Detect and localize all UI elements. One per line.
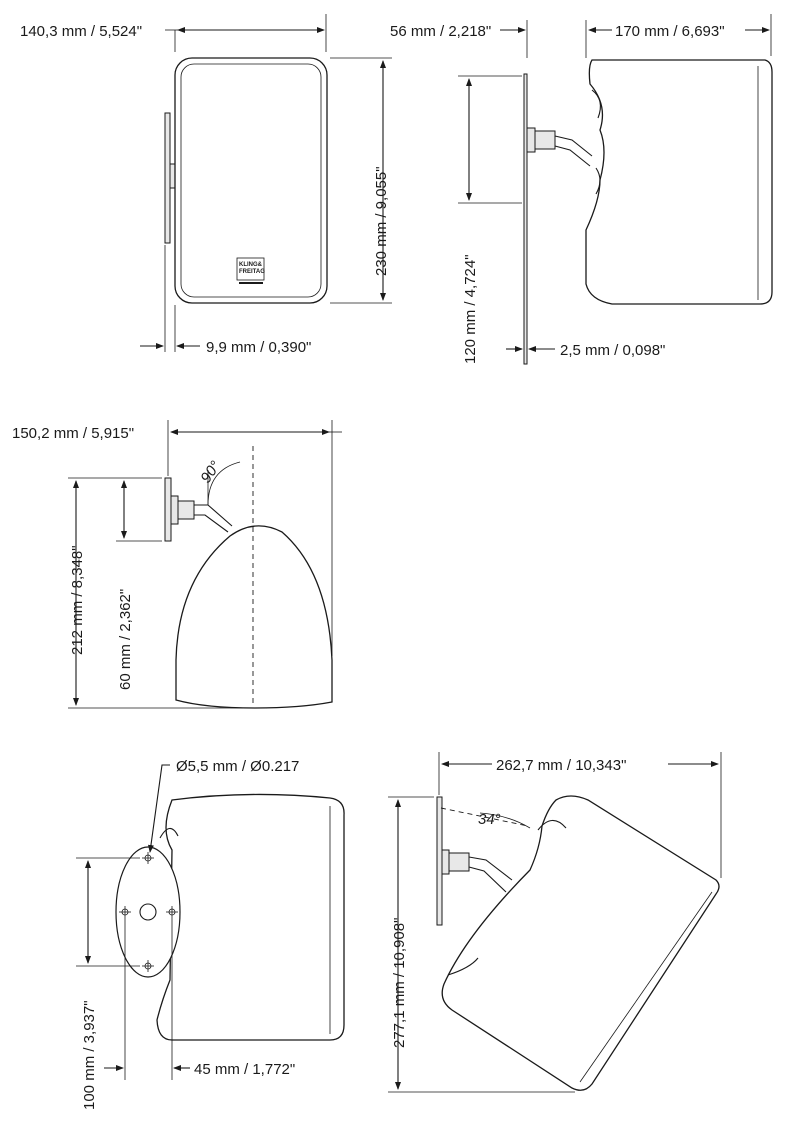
front-logo xyxy=(237,258,265,284)
plate-thickness-label: 2,5 mm / 0,098" xyxy=(560,342,666,359)
front-bracket-plate xyxy=(165,113,170,243)
tilt-depth-label: 262,7 mm / 10,343" xyxy=(496,757,627,774)
tilt-wall-plate xyxy=(437,797,442,925)
top-depth-label: 150,2 mm / 5,915" xyxy=(12,425,135,442)
plate-vertical-spacing-label: 100 mm / 3,937" xyxy=(81,1000,98,1110)
side-depth-body-label: 170 mm / 6,693" xyxy=(615,23,725,40)
top-height-label: 212 mm / 8,348" xyxy=(69,545,86,655)
back-view xyxy=(76,758,344,1110)
tilt-height-label: 277,1 mm / 10,908" xyxy=(391,917,408,1048)
hole-diameter-label: Ø5,5 mm / Ø0.217 xyxy=(176,758,300,775)
front-view xyxy=(20,14,392,356)
side-bracket-block xyxy=(527,128,535,152)
top-view xyxy=(12,420,342,708)
side-depth-bracket-label: 56 mm / 2,218" xyxy=(390,23,492,40)
front-width-label: 140,3 mm / 5,524" xyxy=(20,23,143,40)
tilted-view xyxy=(388,752,721,1092)
side-wall-plate xyxy=(524,74,527,364)
logo-line-2: FREITAG xyxy=(239,269,265,275)
logo-line-1: KLING& xyxy=(239,262,262,268)
top-speaker-body xyxy=(176,526,332,708)
side-speaker-body xyxy=(586,60,772,304)
front-height-label: 230 mm / 9,055" xyxy=(373,166,390,276)
top-bracket-height-label: 60 mm / 2,362" xyxy=(117,588,134,690)
back-speaker-body xyxy=(157,794,344,1040)
tilt-speaker-body xyxy=(442,796,719,1090)
bracket-offset-label: 9,9 mm / 0,390" xyxy=(206,339,312,356)
top-angle-label: 90° xyxy=(197,457,225,487)
side-view xyxy=(390,14,772,364)
top-wall-plate xyxy=(165,478,171,541)
tilt-angle-label: 34° xyxy=(478,811,501,828)
plate-horizontal-spacing-label: 45 mm / 1,772" xyxy=(194,1061,296,1078)
side-bracket-height-label: 120 mm / 4,724" xyxy=(462,254,479,364)
